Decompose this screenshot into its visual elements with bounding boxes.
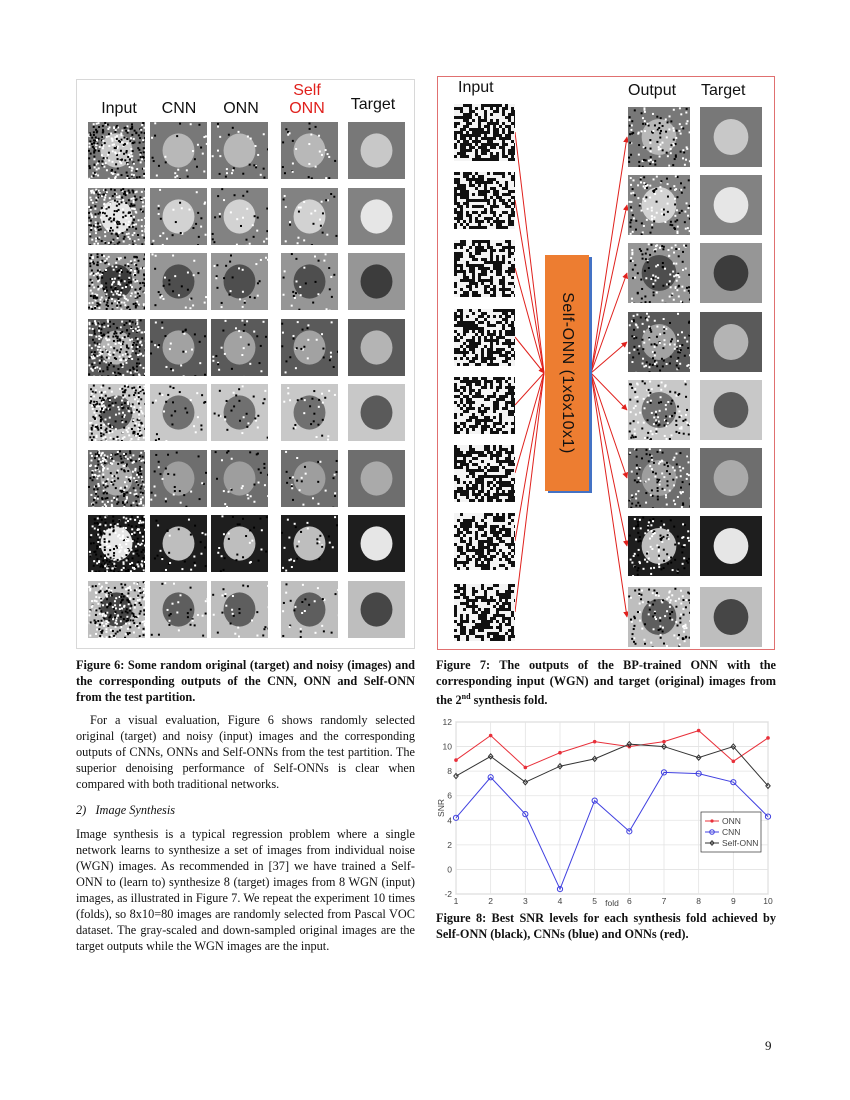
fig6-thumbnail-input-row7 [88, 515, 145, 572]
fig6-thumbnail-self-onn-row3 [281, 253, 338, 310]
fig6-thumbnail-self-onn-row7 [281, 515, 338, 572]
fig6-thumbnail-cnn-row8 [150, 581, 207, 638]
fig6-thumbnail-input-row2 [88, 188, 145, 245]
fig7-target-row7 [700, 516, 762, 576]
fig6-thumbnail-target-row1 [348, 122, 405, 179]
fig6-thumbnail-onn-row4 [211, 319, 268, 376]
fig6-header-onn: ONN [223, 100, 259, 117]
fig7-input-noise-row4 [454, 309, 515, 366]
fig7-input-noise-row6 [454, 445, 515, 502]
fig6-thumbnail-cnn-row3 [150, 253, 207, 310]
fig6-thumbnail-self-onn-row1 [281, 122, 338, 179]
fig7-input-noise-row5 [454, 377, 515, 434]
fig7-output-row5 [628, 380, 690, 440]
fig7-target-row2 [700, 175, 762, 235]
fig6-thumbnail-cnn-row2 [150, 188, 207, 245]
fig6-thumbnail-input-row6 [88, 450, 145, 507]
fig7-caption-text-end: synthesis fold. [470, 693, 548, 708]
fig7-header-output: Output [628, 82, 677, 99]
fig6-thumbnail-target-row8 [348, 581, 405, 638]
paragraph-visual-evaluation: For a visual evaluation, Figure 6 shows randomly selected original (target) and noisy (input) images and the corresponding outputs of CNNs, ONNs and Self-ONNs from the test partition. The superior denoising performance of Self-ONNs is clear when compared with both traditional networks. [76, 713, 415, 791]
fig6-header-cnn: CNN [161, 100, 197, 117]
fig6-thumbnail-target-row4 [348, 319, 405, 376]
fig6-thumbnail-input-row4 [88, 319, 145, 376]
fig7-output-row7 [628, 516, 690, 576]
section-heading-image-synthesis: 2) Image Synthesis [76, 803, 176, 817]
fig7-target-row8 [700, 587, 762, 647]
fig7-caption-text: Figure 7: The outputs of the BP-trained ONN with the corresponding input (WGN) and target (original) images from the 2 [436, 658, 776, 708]
fig6-thumbnail-self-onn-row8 [281, 581, 338, 638]
fig7-output-row3 [628, 243, 690, 303]
fig7-input-noise-row3 [454, 240, 515, 297]
fig6-thumbnail-self-onn-row2 [281, 188, 338, 245]
fig6-thumbnail-target-row6 [348, 450, 405, 507]
fig6-thumbnail-target-row5 [348, 384, 405, 441]
fig7-target-row6 [700, 448, 762, 508]
fig6-header-target: Target [350, 96, 396, 113]
fig6-thumbnail-onn-row5 [211, 384, 268, 441]
fig7-target-row3 [700, 243, 762, 303]
fig7-output-row8 [628, 587, 690, 647]
page-number: 9 [765, 1038, 772, 1053]
figure-6-caption: Figure 6: Some random original (target) and noisy (images) and the corresponding outputs of the CNN, ONN and Self-ONN from the test partition. [76, 658, 415, 704]
fig6-header-self-onn [277, 82, 337, 118]
fig6-thumbnail-cnn-row4 [150, 319, 207, 376]
fig7-input-noise-row2 [454, 172, 515, 229]
figure-6-panel [76, 79, 415, 649]
fig6-thumbnail-cnn-row7 [150, 515, 207, 572]
fig6-thumbnail-onn-row6 [211, 450, 268, 507]
fig6-header-self-onn-line2: ONN [289, 100, 325, 117]
fig7-input-noise-row7 [454, 513, 515, 570]
figure-8-snr-chart [436, 714, 776, 908]
fig7-output-row2 [628, 175, 690, 235]
fig6-header-input: Input [101, 100, 137, 117]
figure-8-caption: Figure 8: Best SNR levels for each synthesis fold achieved by Self-ONN (black), CNNs (blue) and ONNs (red). [436, 911, 776, 941]
fig6-thumbnail-target-row3 [348, 253, 405, 310]
figure-7-panel [437, 76, 775, 650]
fig6-thumbnail-onn-row3 [211, 253, 268, 310]
fig6-thumbnail-self-onn-row4 [281, 319, 338, 376]
fig7-target-row4 [700, 312, 762, 372]
self-onn-network-box [545, 255, 589, 491]
fig7-input-noise-row1 [454, 104, 515, 161]
fig6-thumbnail-onn-row7 [211, 515, 268, 572]
fig6-thumbnail-cnn-row5 [150, 384, 207, 441]
fig6-header-self-onn-line1: Self [293, 82, 321, 99]
fig6-thumbnail-input-row8 [88, 581, 145, 638]
fig7-header-target: Target [701, 82, 746, 99]
fig7-output-row1 [628, 107, 690, 167]
fig6-thumbnail-target-row2 [348, 188, 405, 245]
figure-7-caption [436, 657, 776, 708]
fig6-thumbnail-self-onn-row6 [281, 450, 338, 507]
fig7-caption-superscript: nd [461, 692, 471, 701]
fig7-output-row4 [628, 312, 690, 372]
fig6-thumbnail-input-row3 [88, 253, 145, 310]
self-onn-network-label: Self-ONN (1x6x10x1) [559, 292, 576, 454]
fig7-input-noise-row8 [454, 584, 515, 641]
fig7-header-input: Input [458, 79, 494, 96]
fig6-thumbnail-input-row5 [88, 384, 145, 441]
fig6-thumbnail-target-row7 [348, 515, 405, 572]
fig7-target-row5 [700, 380, 762, 440]
fig6-thumbnail-onn-row2 [211, 188, 268, 245]
paragraph-image-synthesis: Image synthesis is a typical regression problem where a single network learns to synthesize a set of images from individual noise (WGN) images. As recommended in [37] we have trained a Self-ONN to (learn to) synthesize 8 (target) images from 8 WGN (input) images, as illustrated in Figure 7. We repeat the experiment 10 times (folds), so 8x10=80 images are randomly selected from Pascal VOC dataset. The gray-scaled and down-sampled original images are the target outputs while the WGN images are the input. [76, 827, 415, 953]
fig6-thumbnail-onn-row1 [211, 122, 268, 179]
fig6-thumbnail-self-onn-row5 [281, 384, 338, 441]
fig6-thumbnail-onn-row8 [211, 581, 268, 638]
fig6-thumbnail-cnn-row1 [150, 122, 207, 179]
fig7-output-row6 [628, 448, 690, 508]
fig7-target-row1 [700, 107, 762, 167]
fig6-thumbnail-input-row1 [88, 122, 145, 179]
fig6-thumbnail-cnn-row6 [150, 450, 207, 507]
